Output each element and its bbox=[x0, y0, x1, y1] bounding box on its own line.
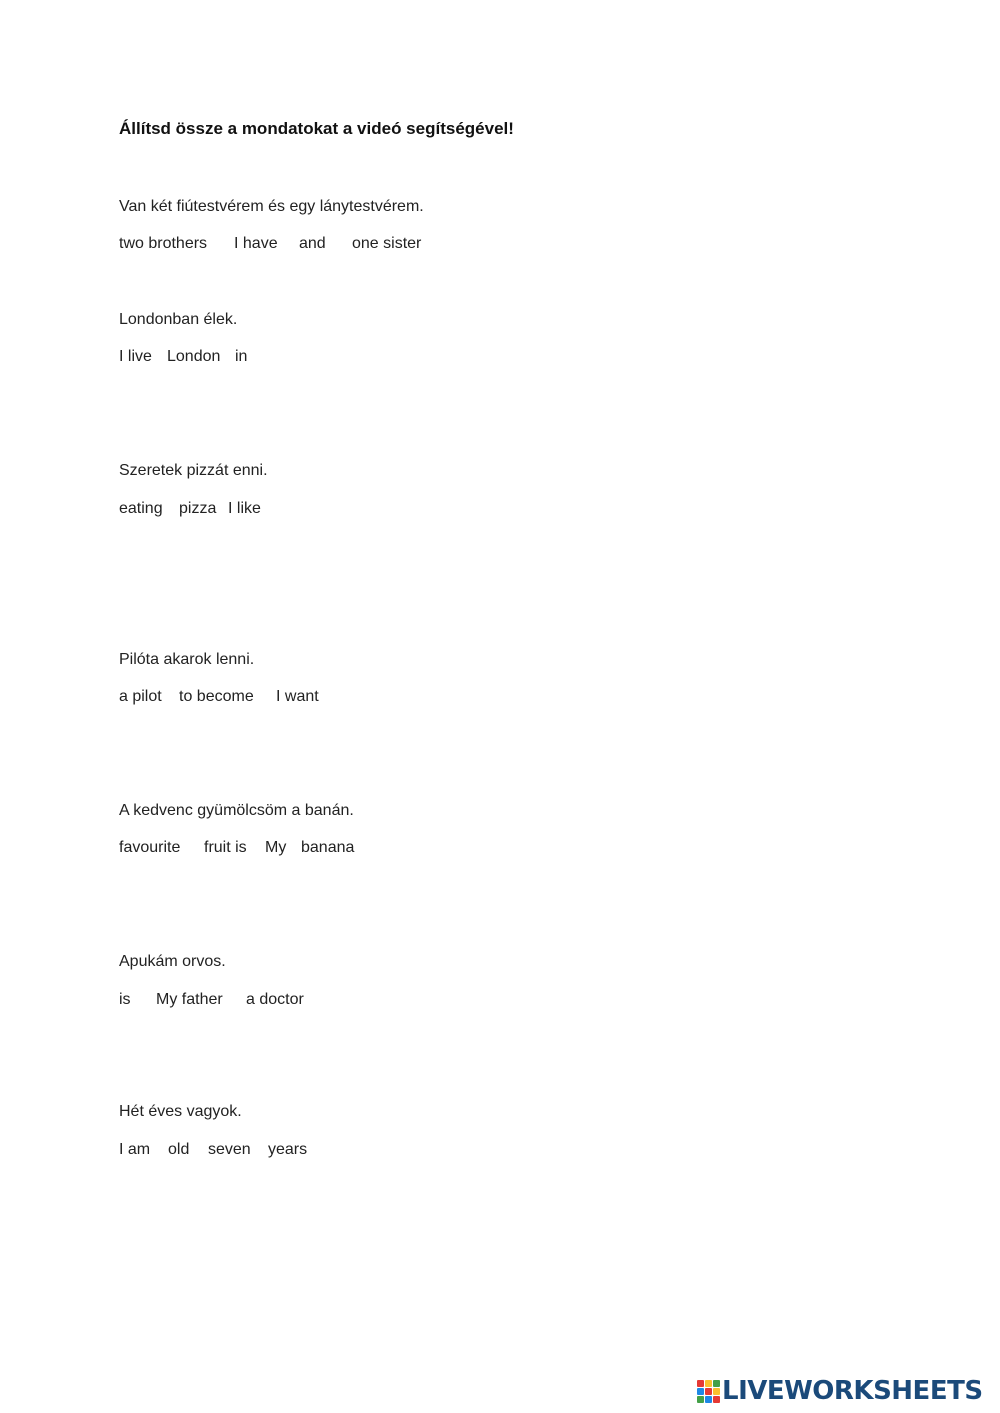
word-chip[interactable]: My bbox=[265, 839, 287, 856]
word-chip[interactable]: My father bbox=[156, 991, 223, 1008]
word-chip[interactable]: London bbox=[167, 348, 221, 365]
word-chip[interactable]: and bbox=[299, 235, 326, 252]
exercise-4-prompt: Pilóta akarok lenni. bbox=[119, 651, 255, 668]
word-chip[interactable]: favourite bbox=[119, 839, 181, 856]
word-chip[interactable]: fruit is bbox=[204, 839, 247, 856]
word-chip[interactable]: a doctor bbox=[246, 991, 304, 1008]
word-chip[interactable]: eating bbox=[119, 500, 163, 517]
word-chip[interactable]: I have bbox=[234, 235, 278, 252]
word-chip[interactable]: in bbox=[235, 348, 248, 365]
exercise-5-prompt: A kedvenc gyümölcsöm a banán. bbox=[119, 802, 354, 819]
word-chip[interactable]: I want bbox=[276, 688, 319, 705]
word-chip[interactable]: banana bbox=[301, 839, 355, 856]
exercise-1-prompt: Van két fiútestvérem és egy lánytestvérem. bbox=[119, 198, 424, 215]
word-chip[interactable]: seven bbox=[208, 1141, 251, 1158]
word-chip[interactable]: I live bbox=[119, 348, 152, 365]
word-chip[interactable]: two brothers bbox=[119, 235, 208, 252]
exercise-6-prompt: Apukám orvos. bbox=[119, 953, 226, 970]
worksheet-title: Állítsd össze a mondatokat a videó segítségével! bbox=[119, 119, 514, 138]
word-chip[interactable]: years bbox=[268, 1141, 308, 1158]
word-chip[interactable]: to become bbox=[179, 688, 254, 705]
exercise-3-prompt: Szeretek pizzát enni. bbox=[119, 462, 268, 479]
exercise-2-prompt: Londonban élek. bbox=[119, 311, 238, 328]
word-chip[interactable]: a pilot bbox=[119, 688, 162, 705]
exercise-7-prompt: Hét éves vagyok. bbox=[119, 1103, 242, 1120]
word-chip[interactable]: pizza bbox=[179, 500, 217, 517]
logo-text: LIVEWORKSHEETS bbox=[722, 1376, 983, 1406]
logo-squares-icon bbox=[697, 1380, 721, 1404]
word-chip[interactable]: is bbox=[119, 991, 131, 1008]
word-chip[interactable]: old bbox=[168, 1141, 190, 1158]
word-chip[interactable]: I like bbox=[228, 500, 261, 517]
word-chip[interactable]: one sister bbox=[352, 235, 422, 252]
word-chip[interactable]: I am bbox=[119, 1141, 151, 1158]
liveworksheets-logo[interactable] bbox=[697, 1378, 993, 1408]
